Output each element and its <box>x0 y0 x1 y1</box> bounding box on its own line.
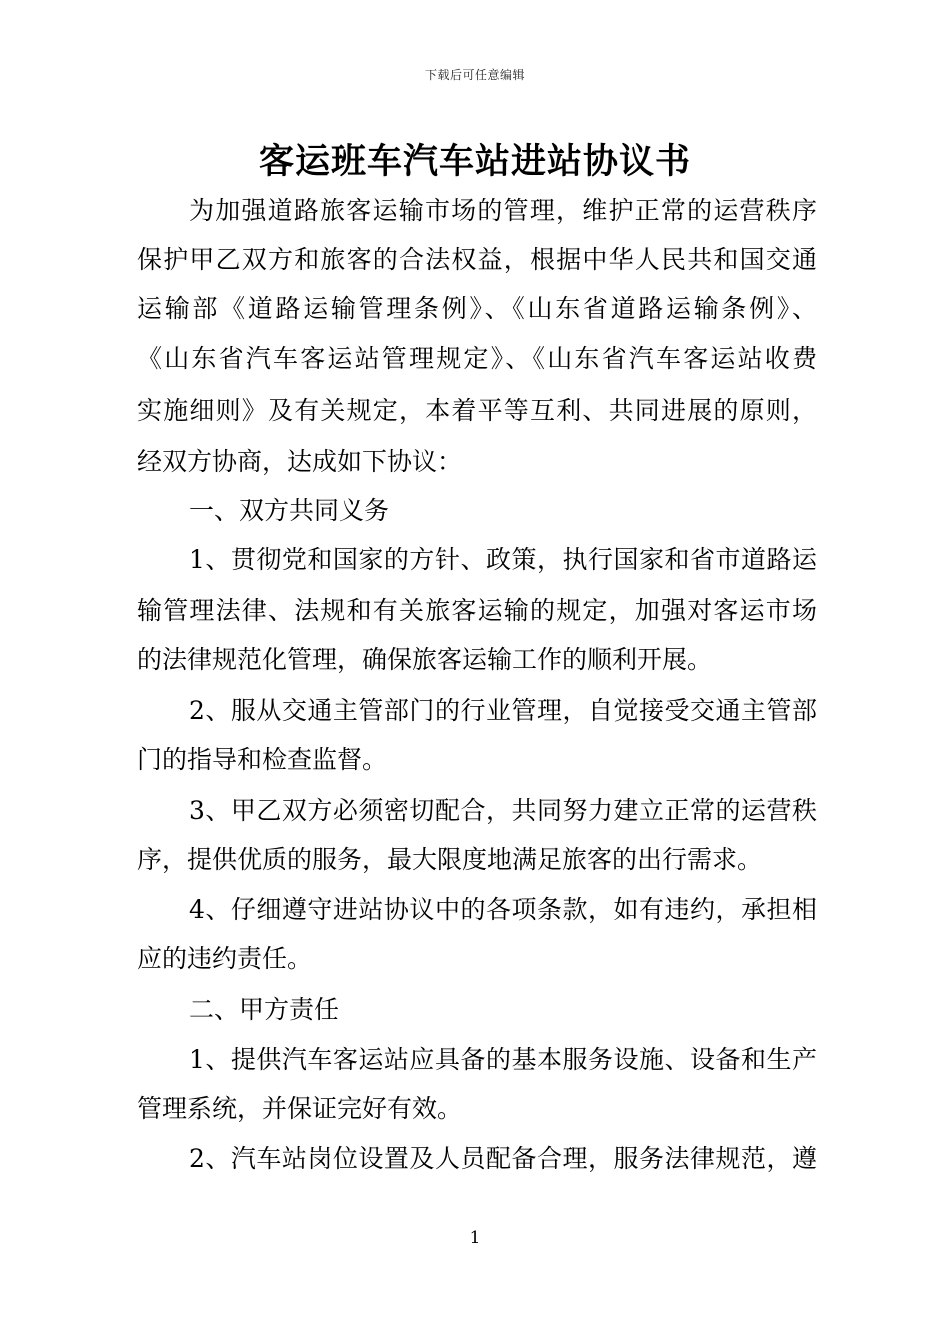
header-note: 下载后可任意编辑 <box>424 68 525 82</box>
body-line: 运输部《道路运输管理条例》、《山东省道路运输条例》、 <box>137 294 817 323</box>
body-line: 管理系统，并保证完好有效。 <box>137 1094 463 1123</box>
section-heading: 一、双方共同义务 <box>189 496 390 525</box>
body-line: 2、服从交通主管部门的行业管理，自觉接受交通主管部 <box>189 696 817 725</box>
page-number: 1 <box>469 1228 481 1248</box>
body-line: 1、提供汽车客运站应具备的基本服务设施、设备和生产 <box>189 1045 817 1074</box>
body-line: 4、仔细遵守进站协议中的各项条款，如有违约，承担相 <box>189 895 817 924</box>
body-line: 实施细则》及有关规定，本着平等互利、共同进展的原则， <box>137 396 817 425</box>
body-line: 经双方协商，达成如下协议： <box>137 447 463 476</box>
section-heading: 二、甲方责任 <box>189 995 340 1024</box>
body-line: 输管理法律、法规和有关旅客运输的规定，加强对客运市场 <box>137 596 817 625</box>
body-line: 的法律规范化管理，确保旅客运输工作的顺利开展。 <box>137 645 713 674</box>
body-line: 2、汽车站岗位设置及人员配备合理，服务法律规范，遵 <box>189 1144 817 1173</box>
document-title: 客运班车汽车站进站协议书 <box>258 141 691 182</box>
body-line: 《山东省汽车客运站管理规定》、《山东省汽车客运站收费 <box>137 344 817 373</box>
body-line: 1、贯彻党和国家的方针、政策，执行国家和省市道路运 <box>189 545 817 574</box>
body-line: 保护甲乙双方和旅客的合法权益，根据中华人民共和国交通 <box>137 245 817 274</box>
body-line: 3、甲乙双方必须密切配合，共同努力建立正常的运营秩 <box>189 796 817 825</box>
body-line: 应的违约责任。 <box>137 944 313 973</box>
body-line: 为加强道路旅客运输市场的管理，维护正常的运营秩序 <box>189 196 817 225</box>
body-line: 序，提供优质的服务，最大限度地满足旅客的出行需求。 <box>137 845 763 874</box>
body-line: 门的指导和检查监督。 <box>137 745 388 774</box>
